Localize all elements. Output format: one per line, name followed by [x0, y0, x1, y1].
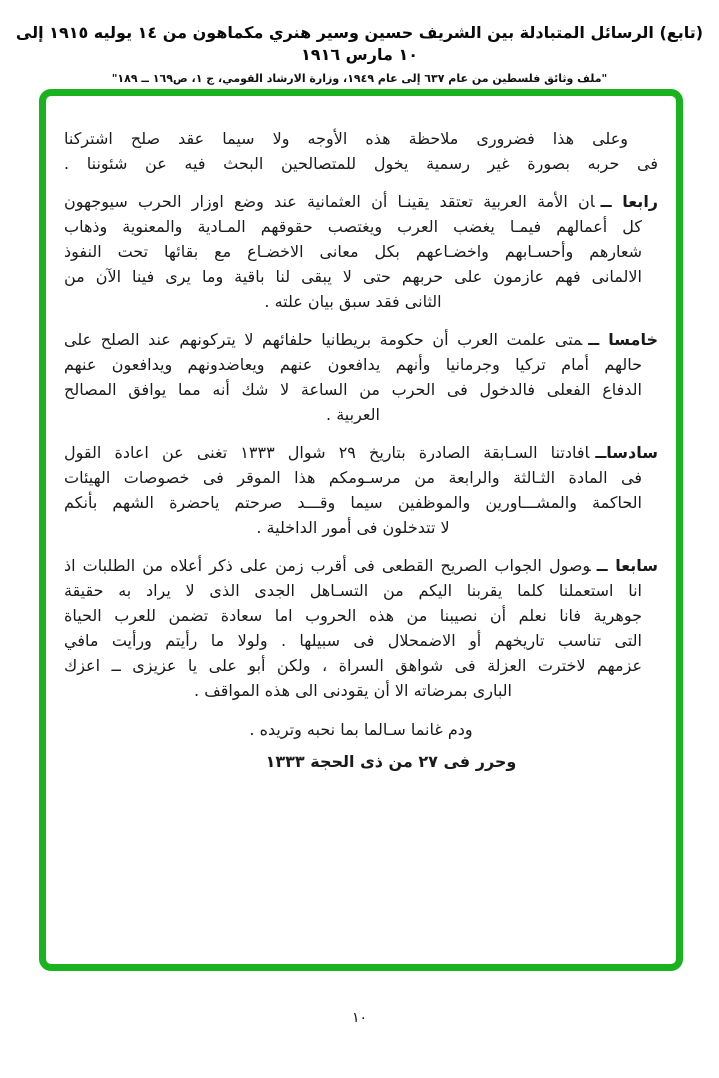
clause-label: سادساــ — [595, 443, 658, 462]
text-line: العربية . — [326, 405, 380, 424]
text-line: رابعا ــان الأمة العربية تعتقد يقينـا أن العثمانية عند وضع اوزار الحرب سيوجهون — [64, 192, 659, 211]
text-line: عزمهم لاخترت العزلة فى شواهق السراة ، ولكن أبو على يا عزيزى ــ اعزك — [64, 656, 642, 675]
text-line: فى المادة الثـالثة والرابعة من مرسـومكم هذا الموقر فى خصوصات الهيئات — [64, 468, 642, 487]
clause — [64, 327, 658, 427]
clause — [64, 440, 658, 540]
text-line: الحاكمة والمشـــاورين والموظفين سيما وقـــد صرحتم ياحضرة الشهم بأنكم — [64, 493, 642, 512]
header-source: "ملف وثائق فلسطين من عام ٦٣٧ إلى عام ١٩٤٩، وزارة الارشاد القومي، ج ١، ص١٦٩ ــ ١٨٩" — [111, 72, 608, 85]
text-line: انا استعملنا كلما يقربنا اليكم من التسـاهل الجدى الذى لا يراد به حقيقة — [64, 581, 642, 600]
closing-line: ودم غانما سـالما بما نحبه وتريده . — [249, 720, 473, 739]
text-line: الثانى فقد سبق بيان علته . — [264, 292, 442, 311]
text-line: التى تناسب تاريخهم أو الاضمحلال فى سبيلها . ولولا ما رأيتم ورأيت مافي — [64, 631, 642, 650]
text-line: حالهم أمام تركيا وجرمانيا وأنهم يدافعون عنهم ويعاضدونهم ويدافعون عنهم — [64, 355, 642, 374]
text-line: سادساــافادتنا السـابقة الصادرة بتاريخ ٢٩ شوال ١٣٣٣ تغنى عن اعادة القول — [64, 443, 658, 462]
text-line: وعلى هذا فضرورى ملاحظة هذه الأوجه ولا سيما عقد صلح اشتركنا — [64, 129, 628, 148]
text-line: الدفاع الفعلى فالدخول فى الحرب من الساعة لا شك أنه مما يوافق المصالح — [64, 380, 642, 399]
clause-label: خامسا ــ — [588, 330, 658, 349]
clause-label: رابعا ــ — [600, 192, 659, 211]
page-header — [0, 22, 719, 85]
header-title: (تابع) الرسائل المتبادلة بين الشريف حسين وسير هنري مكماهون من ١٤ يوليه ١٩١٥ إلى ١٠ مارس ١٩١٦ — [15, 23, 704, 64]
letter-body — [64, 126, 658, 774]
letter-border-box — [39, 89, 683, 971]
text-line: جوهرية فانا نعلم أن نصيبنا من هذه الحروب اما سعادة تضمن للعرب الحياة — [64, 606, 642, 625]
text-line: البارى بمرضاته الا أن يقودنى الى هذه المواقف . — [194, 681, 512, 700]
text-line: سابعا ــوصول الجواب الصريح القطعى فى أقرب زمن على ذكر أعلاه من الطلبات اذ — [64, 556, 658, 575]
clause — [64, 189, 658, 314]
text-line: كل أعمالهم فيمـا يغضب العرب ويغتصب حقوقهم المـادية والمعنوية وذهاب — [64, 217, 642, 236]
page-number: ١٠ — [351, 1010, 368, 1026]
date-line: وحرر فى ٢٧ من ذى الحجة ١٣٣٣ — [265, 752, 517, 771]
text-line: شعارهم وأحسـابهم واخضـاعهم بكل معانى الاخضـاع مع بقائها تحت النفوذ — [64, 242, 642, 261]
text-line: الالمانى فهم عازمون على حربهم حتى لا يبقى لنا باقية وما يرى فينا الآن من — [64, 267, 642, 286]
text-line: فى حربه بصورة غير رسمية يخول للمتصالحين البحث فيه عن شئوننا . — [64, 154, 658, 173]
clauses — [64, 189, 658, 703]
text-line: خامسا ــمتى علمت العرب أن حكومة بريطانيا حلفائهم لا يتركونهم عند الصلح على — [64, 330, 658, 349]
clause-label: سابعا ــ — [596, 556, 658, 575]
text-line: لا تتدخلون فى أمور الداخلية . — [256, 518, 450, 537]
clause — [64, 553, 658, 703]
intro-paragraph — [64, 126, 658, 176]
